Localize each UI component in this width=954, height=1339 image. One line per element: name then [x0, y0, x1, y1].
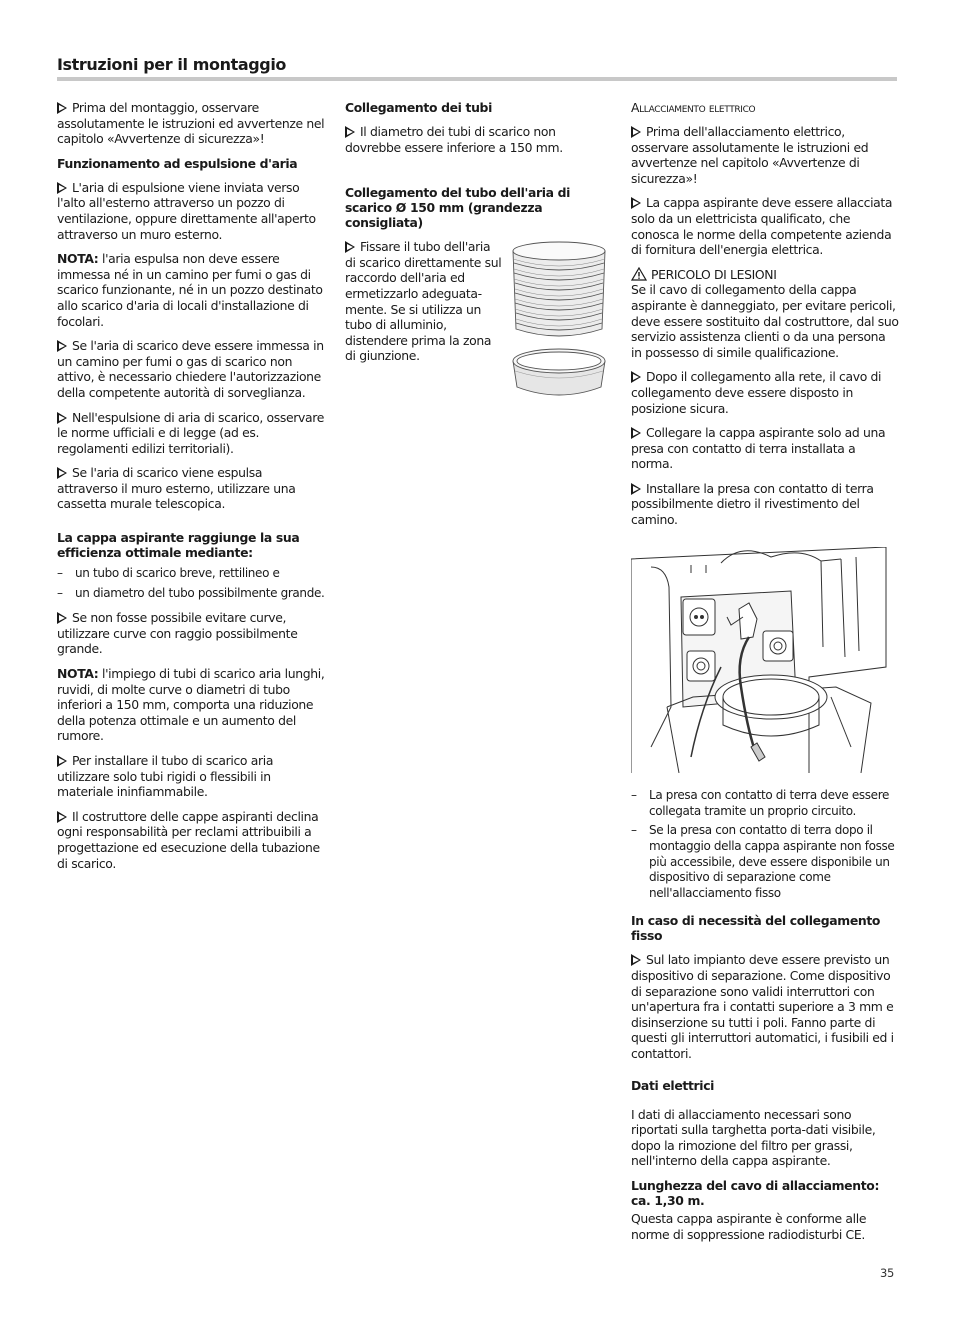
instruction-paragraph: Se non fosse possibile evitare curve, utilizzare curve con raggio possibilmente grande. — [57, 610, 298, 657]
section-heading: Collegamento del tubo dell'aria di scarico Ø 150 mm (grandezza consigliata) — [345, 185, 571, 231]
dash-list — [631, 788, 899, 901]
triangle-bullet-icon — [57, 102, 67, 114]
triangle-bullet-icon — [345, 126, 355, 138]
section-heading: In caso di necessità del collegamento fisso — [631, 913, 881, 944]
triangle-bullet-icon — [57, 340, 67, 352]
triangle-bullet-icon — [57, 412, 67, 424]
instruction-paragraph: Il diametro dei tubi di scarico non dovrebbe essere inferiore a 150 mm. — [345, 124, 563, 155]
socket-connection-illustration — [631, 547, 887, 773]
instruction-paragraph: Se l'aria di scarico deve essere immessa in un camino per fumi o gas di scarico non attivo, è necessario chiedere l'autorizzazione della competente autorità di sorveglianza. — [57, 338, 324, 400]
instruction-paragraph: Se l'aria di scarico viene espulsa attraverso il muro esterno, utilizzare una cassetta murale telescopica. — [57, 465, 296, 512]
section-heading: Allacciamento elettrico — [631, 100, 756, 115]
triangle-bullet-icon — [57, 467, 67, 479]
page-title: Istruzioni per il montaggio — [57, 55, 287, 74]
instruction-paragraph: Dopo il collegamento alla rete, il cavo di collegamento deve essere disposto in posizione sicura. — [631, 369, 882, 416]
instruction-paragraph: Il costruttore delle cappe aspiranti declina ogni responsabilità per reclami attribuibili a progettazione ed esecuzione della tubazione di scarico. — [57, 808, 320, 871]
body-paragraph: Questa cappa aspirante è conforme alle norme di soppressione radiodisturbi CE. — [631, 1210, 867, 1242]
triangle-bullet-icon — [57, 182, 67, 194]
pipe-illustration — [509, 239, 609, 404]
instruction-paragraph: Fissare il tubo dell'aria di scarico direttamente sul raccordo dell'aria ed ermetizzarlo adeguata-mente. Se si utilizza un tubo di alluminio, distendere prima la zona di giunzione. — [345, 239, 502, 364]
instruction-paragraph: Installare la presa con contatto di terra possibilmente dietro il rivestimento del camino. — [631, 480, 874, 528]
flexible-duct-icon — [513, 242, 605, 336]
instruction-paragraph: Collegare la cappa aspirante solo ad una presa con contatto di terra installata a norma. — [631, 425, 886, 472]
triangle-bullet-icon — [631, 483, 641, 495]
pipe-connection-block — [345, 239, 610, 364]
triangle-bullet-icon — [345, 241, 355, 253]
body-paragraph: I dati di allacciamento necessari sono riportati sulla targhetta porta-dati visibile, dopo la rimozione del filtro per grassi, nell'interno della cappa aspirante. — [631, 1106, 876, 1169]
warning-triangle-icon — [631, 267, 647, 281]
instruction-paragraph: Sul lato impianto deve essere previsto un dispositivo di separazione. Come dispositivo di separazione sono validi interruttori con un'apertura fra i contatti superiore a 3 mm e disinserzione su tutti i poli. Fanno parte di questi gli interruttori automatici, i fusibili ed i contattori. — [631, 952, 894, 1061]
list-item: – Se la presa con contatto di terra dopo il montaggio della cappa aspirante non fosse più accessibile, deve essere disponibile un dispositivo di separazione come nell'allacciamento fisso — [631, 823, 899, 901]
triangle-bullet-icon — [57, 811, 67, 823]
column-left — [57, 100, 325, 880]
triangle-bullet-icon — [631, 427, 641, 439]
page-number: 35 — [880, 1266, 894, 1280]
note-paragraph: NOTA: l'impiego di tubi di scarico aria lunghi, ruvidi, di molte curve o diametri di tubo inferiori a 150 mm, comporta una riduzione della potenza ottimale e un aumento del rumore. — [57, 666, 325, 744]
title-rule — [57, 77, 897, 81]
triangle-bullet-icon — [57, 612, 67, 624]
instruction-paragraph: La cappa aspirante deve essere allacciata solo da un elettricista qualificato, che conosca le norme della competente azienda di fornitura dell'energia elettrica. — [631, 195, 893, 258]
column-middle — [345, 100, 610, 373]
instruction-paragraph: Nell'espulsione di aria di scarico, osservare le norme ufficiali e di legge (ad es. regolamenti edilizi territoriali). — [57, 409, 324, 456]
list-item: – La presa con contatto di terra deve essere collegata tramite un proprio circuito. — [631, 788, 899, 819]
instruction-paragraph: L'aria di espulsione viene inviata verso l'alto all'esterno attraverso un pozzo di ventilazione, oppure direttamente all'aperto attraverso un muro esterno. — [57, 179, 316, 242]
warning-paragraph: PERICOLO DI LESIONI Se il cavo di collegamento della cappa aspirante è danneggiato, per evitare pericoli, deve essere sostituito dal costruttore, dal suo servizio assistenza clienti o da una persona in possesso di simile qualificazione. — [631, 266, 899, 360]
note-paragraph: NOTA: l'aria espulsa non deve essere immessa né in un camino per fumi o gas di scarico funzionante, né in un pozzo destinato allo scarico d'aria di locali d'installazione di focolari. — [57, 251, 323, 329]
section-heading: La cappa aspirante raggiunge la sua efficienza ottimale mediante: — [57, 530, 300, 561]
column-right — [631, 100, 899, 1251]
section-heading: Collegamento dei tubi — [345, 100, 492, 115]
section-heading: Dati elettrici — [631, 1077, 715, 1093]
section-heading: Lunghezza del cavo di allacciamento: ca. 1,30 m. — [631, 1177, 880, 1208]
instruction-paragraph: Prima del montaggio, osservare assolutamente le istruzioni ed avvertenze nel capitolo «Avvertenze di sicurezza»! — [57, 100, 325, 147]
triangle-bullet-icon — [631, 371, 641, 383]
dash-list — [57, 566, 325, 601]
triangle-bullet-icon — [57, 755, 67, 767]
warning-label: PERICOLO DI LESIONI — [651, 266, 777, 282]
list-item: – un tubo di scarico breve, rettilineo e — [57, 566, 325, 582]
triangle-bullet-icon — [631, 197, 641, 209]
instruction-paragraph: Prima dell'allacciamento elettrico, osservare assolutamente le istruzioni ed avvertenze nel capitolo «Avvertenze di sicurezza»! — [631, 124, 869, 186]
triangle-bullet-icon — [631, 954, 641, 966]
triangle-bullet-icon — [631, 126, 641, 138]
section-heading: Funzionamento ad espulsione d'aria — [57, 155, 298, 171]
list-item: – un diametro del tubo possibilmente grande. — [57, 586, 325, 602]
pipe-collar-icon — [513, 349, 605, 395]
instruction-paragraph: Per installare il tubo di scarico aria utilizzare solo tubi rigidi o flessibili in materiale ininfiammabile. — [57, 753, 274, 800]
